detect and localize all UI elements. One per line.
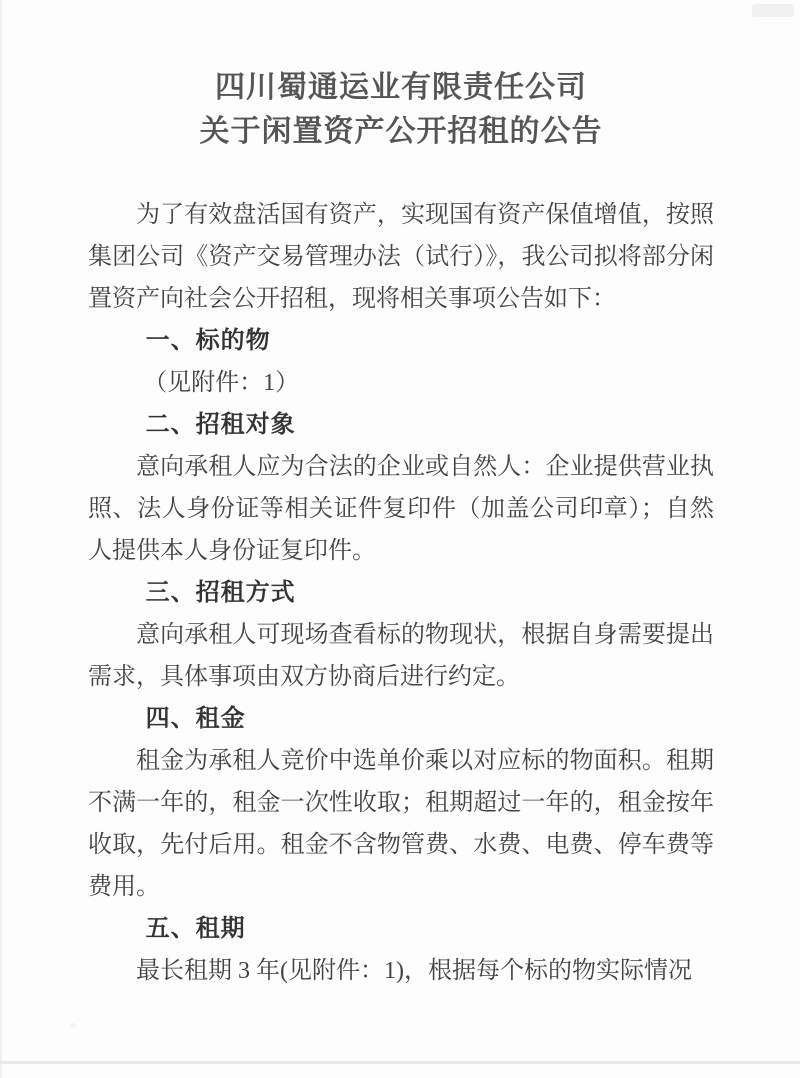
attachment-note: （见附件：1）: [143, 370, 300, 396]
section-heading-term: 五、租期: [145, 915, 246, 942]
scan-speck-artifact: [70, 1023, 76, 1028]
document-body: [88, 194, 714, 992]
scan-left-edge-artifact: [0, 0, 2, 1078]
document-content: [88, 0, 714, 992]
section-heading-tenants: 二、招租对象: [145, 411, 296, 438]
document-title: [88, 66, 714, 154]
term-paragraph: 最长租期 3 年(见附件：1)，根据每个标的物实际情况: [136, 958, 692, 984]
rent-paragraph: 租金为承租人竞价中选单价乘以对应标的物面积。租期不满一年的，租金一次性收取；租期超过一年的，租金按年收取，先付后用。租金不含物管费、水费、电费、停车费等费用。: [88, 748, 714, 900]
section-heading-subject: 一、标的物: [145, 327, 271, 354]
document-title-line-1: 四川蜀通运业有限责任公司: [215, 71, 587, 104]
document-title-line-2: 关于闲置资产公开招租的公告: [199, 115, 603, 148]
method-paragraph: 意向承租人可现场查看标的物现状，根据自身需要提出需求，具体事项由双方协商后进行约定。: [88, 622, 714, 690]
intro-paragraph: 为了有效盘活国有资产，实现国有资产保值增值，按照集团公司《资产交易管理办法（试行）》，我公司拟将部分闲置资产向社会公开招租，现将相关事项公告如下：: [88, 202, 714, 312]
scan-smudge-artifact: [752, 4, 794, 17]
section-heading-rent: 四、租金: [145, 705, 246, 732]
scan-bottom-edge-artifact: [0, 1061, 800, 1064]
tenants-paragraph: 意向承租人应为合法的企业或自然人：企业提供营业执照、法人身份证等相关证件复印件（加盖公司印章）；自然人提供本人身份证复印件。: [88, 454, 714, 564]
section-heading-method: 三、招租方式: [145, 579, 296, 606]
